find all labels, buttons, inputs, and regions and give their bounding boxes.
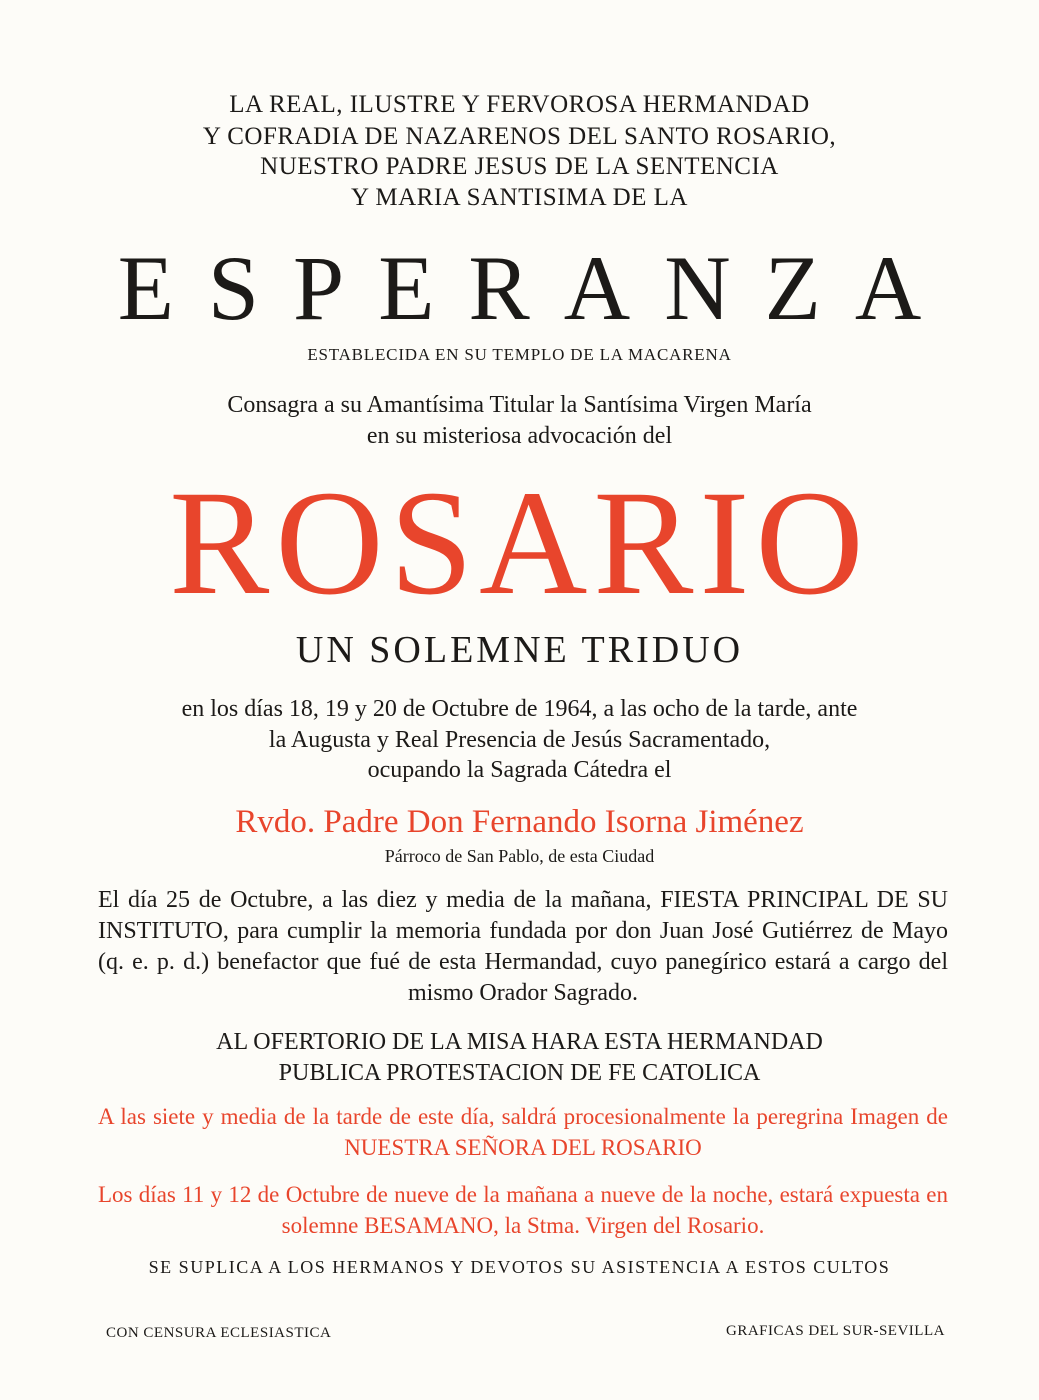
dates-line-2: la Augusta y Real Presencia de Jesús Sacramentado, bbox=[268, 727, 771, 753]
header-line-2: Y COFRADIA DE NAZARENOS DEL SANTO ROSARIO, bbox=[202, 123, 837, 150]
header-line-4: Y MARIA SANTISIMA DE LA bbox=[351, 184, 688, 211]
consagra-line-1: Consagra a su Amantísima Titular la Santísima Virgen María bbox=[227, 392, 812, 418]
consagra-line-2: en su misteriosa advocación del bbox=[366, 423, 673, 449]
header-line-3: NUESTRO PADRE JESUS DE LA SENTENCIA bbox=[260, 153, 779, 180]
preacher-name: Rvdo. Padre Don Fernando Isorna Jiménez bbox=[235, 804, 804, 840]
triduo-heading: UN SOLEMNE TRIDUO bbox=[295, 629, 744, 671]
parroco-line: Párroco de San Pablo, de esta Ciudad bbox=[384, 846, 655, 866]
besamano-paragraph: Los días 11 y 12 de Octubre de nueve de la mañana a nueve de la noche, estará expuesta en solemne BESAMANO, la Stma. Virgen del Rosario. bbox=[98, 1182, 948, 1238]
ofertorio-line-1: AL OFERTORIO DE LA MISA HARA ESTA HERMANDAD bbox=[216, 1029, 823, 1055]
dates-line-1: en los días 18, 19 y 20 de Octubre de 1964, a las ocho de la tarde, ante bbox=[181, 696, 858, 722]
title-rosario: ROSARIO bbox=[169, 460, 870, 626]
ofertorio-line-2: PUBLICA PROTESTACION DE FE CATOLICA bbox=[278, 1060, 761, 1086]
fiesta-paragraph: El día 25 de Octubre, a las diez y media de la mañana, FIESTA PRINCIPAL DE SU INSTITUTO, para cumplir la memoria fundada por don Juan José Gutiérrez de Mayo (q. e. p. d.) benefactor que fué de esta Hermandad, cuyo panegírico estará a cargo del mismo Orador Sagrado. bbox=[98, 887, 948, 1006]
footer-censura: CON CENSURA ECLESIASTICA bbox=[106, 1325, 332, 1341]
title-esperanza: ESPERANZA bbox=[117, 237, 956, 339]
footer-printer: GRAFICAS DEL SUR-SEVILLA bbox=[726, 1323, 945, 1339]
procesion-paragraph: A las siete y media de la tarde de este día, saldrá procesionalmente la peregrina Imagen de NUESTRA SEÑORA DEL ROSARIO bbox=[98, 1104, 948, 1160]
header-line-1: LA REAL, ILUSTRE Y FERVOROSA HERMANDAD bbox=[229, 91, 810, 118]
suplica-line: SE SUPLICA A LOS HERMANOS Y DEVOTOS SU ASISTENCIA A ESTOS CULTOS bbox=[148, 1257, 891, 1277]
dates-line-3: ocupando la Sagrada Cátedra el bbox=[367, 757, 672, 783]
established-line: ESTABLECIDA EN SU TEMPLO DE LA MACARENA bbox=[307, 345, 732, 364]
